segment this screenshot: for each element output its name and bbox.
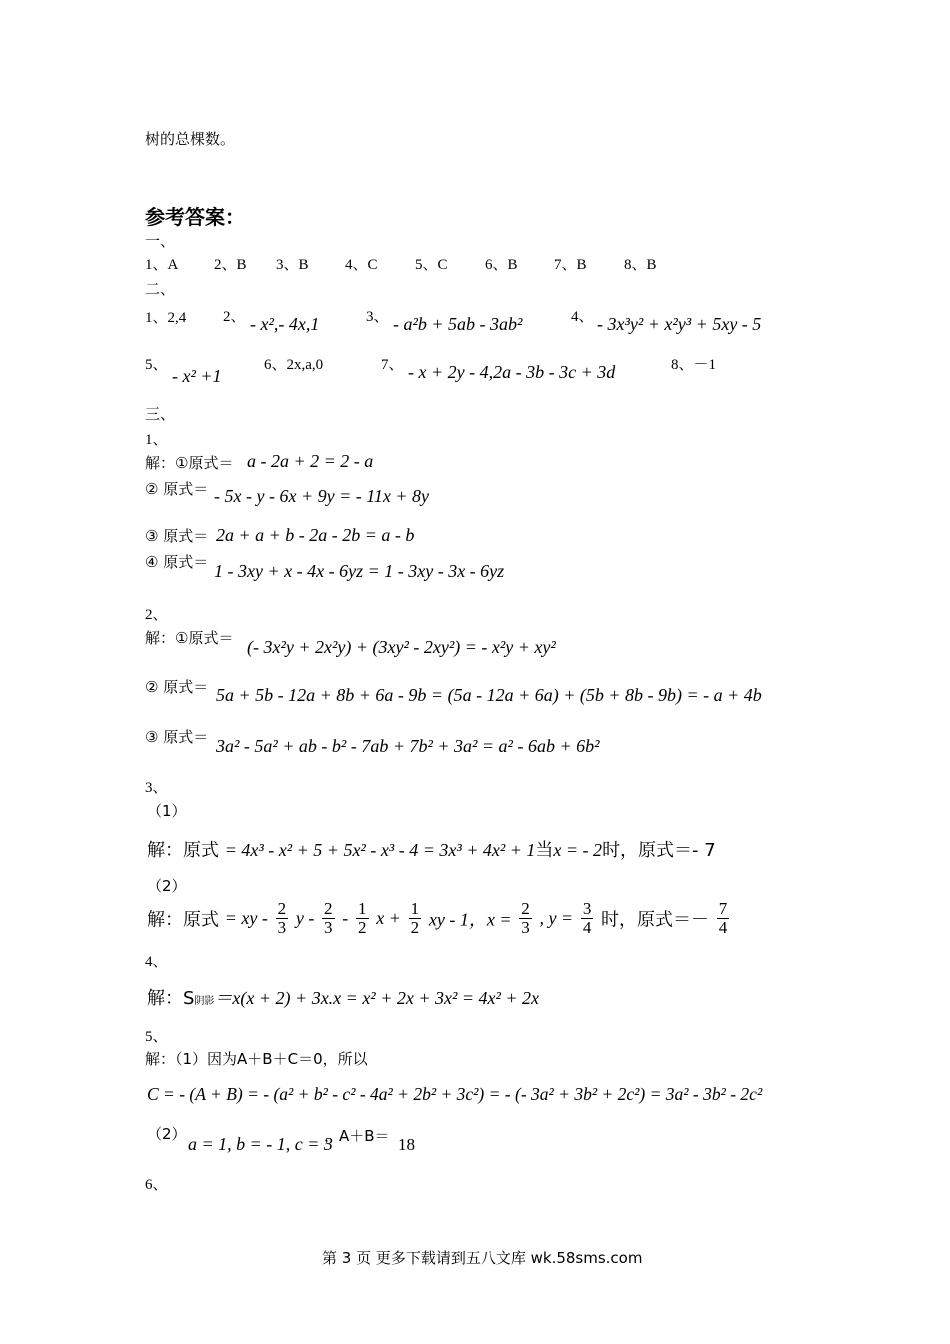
s1-answer: 6、B (485, 257, 518, 273)
fraction: $\frac{3}{4}$ (582, 899, 592, 937)
fraction: $\frac{7}{4}$ (718, 899, 728, 937)
p4-prefix: 解：S (147, 988, 195, 1009)
p2-l1-expr: (- 3x²y + 2x²y) + (3xy² - 2xy²) = - x²y + xy² (247, 637, 556, 657)
p3-l1-expr: = 4x³ - x² + 5 + 5x² - x³ - 4 = 3x³ + 4x² + 1 (224, 840, 536, 860)
p3-l1-tail: 时，原式＝- 7 (602, 840, 716, 861)
p3-l2-tail: 时，原式＝－ (601, 909, 710, 931)
p2-label: 2、 (145, 607, 168, 623)
p5-l3-prefix: （2） (147, 1125, 187, 1143)
section-3-label: 三、 (145, 405, 176, 423)
s1-answer: 2、B (214, 257, 247, 273)
p6-label: 6、 (145, 1177, 168, 1193)
s2-q7-label: 7、 (381, 357, 404, 373)
p2-l3-prefix: ③ 原式＝ (145, 728, 209, 746)
p2-l3-expr: 3a² - 5a² + ab - b² - 7ab + 7b² + 3a² = a² - 6ab + 6b² (216, 736, 600, 756)
p3-l2-expr-f: , y = (539, 907, 574, 928)
p1-l4-expr: 1 - 3xy + x - 4x - 6yz = 1 - 3xy - 3x - 6yz (214, 561, 505, 581)
p1-l4-prefix: ④ 原式＝ (145, 553, 209, 571)
p5-label: 5、 (145, 1029, 168, 1045)
p3-l2-expr-b: y - (295, 907, 315, 928)
p3-l1 (147, 836, 716, 862)
p1-label: 1、 (145, 432, 168, 448)
p1-l1-prefix: 解：①原式＝ (145, 454, 234, 472)
p1-l2-expr: - 5x - y - 6x + 9y = - 11x + 8y (214, 486, 430, 506)
p3-sub1: （1） (147, 802, 187, 820)
s2-q3-expr: - a²b + 5ab - 3ab² (393, 314, 523, 334)
p2-l1-prefix: 解：①原式＝ (145, 629, 234, 647)
section-2-label: 二、 (145, 280, 176, 298)
s1-answer: 4、C (345, 257, 378, 273)
p3-l1-cond: x = - 2 (553, 840, 603, 860)
p3-l2-expr-a: = xy - (224, 907, 268, 928)
fraction: $\frac{2}{3}$ (277, 899, 287, 937)
s2-q2-expr: - x²,- 4x,1 (250, 314, 320, 334)
s2-q2-label: 2、 (223, 309, 246, 325)
s2-q4-label: 4、 (571, 309, 594, 325)
s2-q5-expr: - x² +1 (172, 366, 222, 386)
s2-q1: 1、2,4 (145, 310, 187, 326)
s1-answer: 3、B (276, 257, 309, 273)
s2-q5-label: 5、 (145, 357, 168, 373)
p5-l2-expr: C = - (A + B) = - (a² + b² - c² - 4a² + 2b² + 3c²) = - (- 3a² + 3b² + 2c²) = 3a² - 3b² - 2c² (147, 1084, 763, 1104)
p4-expr: ＝x(x + 2) + 3x.x = x² + 2x + 3x² = 4x² + 2x (214, 988, 540, 1008)
p5-l3-val: 18 (398, 1135, 415, 1154)
p3-l2-expr-c: - (342, 907, 349, 928)
page-footer: 第 3 页 更多下载请到五八文库 wk.58sms.com (322, 1249, 643, 1267)
p5-l3-mid: ，A＋B＝ (324, 1127, 390, 1145)
p1-l3-expr: 2a + a + b - 2a - 2b = a - b (216, 525, 415, 545)
s2-q7-expr: - x + 2y - 4,2a - 3b - 3c + 3d (408, 362, 616, 382)
s1-answer: 7、B (554, 257, 587, 273)
s2-q4-expr: - 3x³y² + x²y³ + 5xy - 5 (597, 314, 762, 334)
s2-q3-label: 3、 (366, 309, 389, 325)
p1-l2-prefix: ② 原式＝ (145, 480, 209, 498)
s1-answer: 5、C (415, 257, 448, 273)
p4-line (147, 984, 539, 1010)
p3-sub2: （2） (147, 877, 187, 895)
s2-q6: 6、2x,a,0 (264, 357, 324, 373)
fraction: $\frac{1}{2}$ (410, 899, 420, 937)
p2-l2-prefix: ② 原式＝ (145, 678, 209, 696)
p3-l2-expr-d: x + (376, 907, 401, 928)
s2-q8: 8、－1 (671, 357, 717, 373)
fraction: $\frac{2}{3}$ (521, 899, 530, 937)
p3-label: 3、 (145, 780, 168, 796)
fraction: $\frac{2}{3}$ (324, 899, 333, 937)
s1-answer: 1、A (145, 257, 179, 273)
p5-l3 (147, 1123, 187, 1144)
p3-l2 (147, 900, 731, 937)
p3-l2-expr-e: xy - 1，x = (428, 909, 512, 930)
s1-answer: 8、B (624, 257, 657, 273)
fraction: $\frac{1}{2}$ (358, 899, 367, 937)
p4-label: 4、 (145, 954, 168, 970)
p5-l1: 解：（1）因为A＋B＋C＝0，所以 (145, 1050, 368, 1068)
p2-l2-expr: 5a + 5b - 12a + 8b + 6a - 9b = (5a - 12a + 6a) + (5b + 8b - 9b) = - a + 4b (216, 685, 762, 705)
intro-text: 树的总棵数。 (145, 130, 236, 148)
p5-l3-expr: a = 1, b = - 1, c = 3 (188, 1134, 333, 1154)
p3-l1-when: 当 (535, 840, 554, 861)
p4-sub: 阴影 (194, 996, 215, 1007)
p3-l2-prefix: 解：原式 (147, 909, 219, 931)
answer-heading: 参考答案： (145, 205, 245, 229)
section-1-label: 一、 (145, 232, 176, 250)
p1-l3-prefix: ③ 原式＝ (145, 527, 209, 545)
p3-l1-prefix: 解：原式 (147, 840, 219, 861)
p1-l1-expr: a - 2a + 2 = 2 - a (247, 451, 374, 471)
